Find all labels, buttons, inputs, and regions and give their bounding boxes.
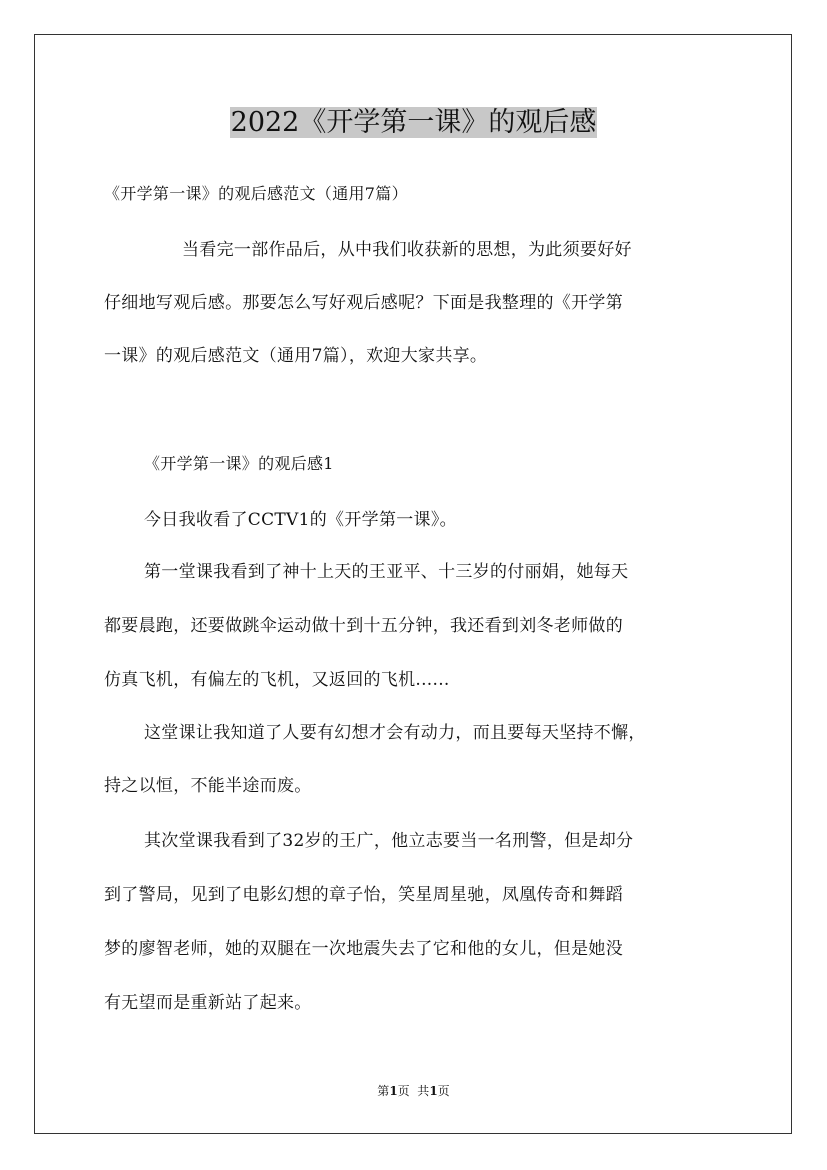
intro-line-1: 当看完一部作品后，从中我们收获新的思想，为此须要好好 xyxy=(182,240,632,260)
paragraph-line: 到了警局，见到了电影幻想的章子怡，笑星周星驰，凤凰传奇和舞蹈 xyxy=(104,885,623,905)
section-heading: 《开学第一课》的观后感1 xyxy=(144,454,334,473)
document-title-text: 2022《开学第一课》的观后感 xyxy=(230,107,597,138)
paragraph-line: 持之以恒，不能半途而废。 xyxy=(104,776,312,796)
paragraph-line: 第一堂课我看到了神十上天的王亚平、十三岁的付丽娟，她每天 xyxy=(144,562,629,582)
footer-page-mid: 页 共 xyxy=(397,1084,430,1098)
footer-page-current: 1 xyxy=(389,1084,398,1098)
paragraph-line: 梦的廖智老师，她的双腿在一次地震失去了它和他的女儿，但是她没 xyxy=(104,939,623,959)
paragraph-line: 其次堂课我看到了32岁的王广，他立志要当一名刑警，但是却分 xyxy=(144,831,634,851)
footer-page-total: 1 xyxy=(429,1084,438,1098)
page-footer xyxy=(0,1083,827,1099)
paragraph-line: 今日我收看了CCTV1的《开学第一课》。 xyxy=(144,510,457,530)
paragraph-line: 仿真飞机，有偏左的飞机，又返回的飞机...... xyxy=(104,670,450,690)
paragraph-line: 都要晨跑，还要做跳伞运动做十到十五分钟，我还看到刘冬老师做的 xyxy=(104,616,623,636)
paragraph-line: 这堂课让我知道了人要有幻想才会有动力，而且要每天坚持不懈， xyxy=(144,723,646,743)
paragraph-line: 有无望而是重新站了起来。 xyxy=(104,993,312,1013)
document-title xyxy=(0,104,827,142)
footer-page-suffix: 页 xyxy=(437,1084,450,1098)
intro-line-3: 一课》的观后感范文（通用7篇），欢迎大家共享。 xyxy=(104,346,488,366)
intro-line-2: 仔细地写观后感。那要怎么写好观后感呢？下面是我整理的《开学第 xyxy=(104,293,623,313)
document-subtitle: 《开学第一课》的观后感范文（通用7篇） xyxy=(104,184,408,203)
footer-page-prefix: 第 xyxy=(377,1084,390,1098)
